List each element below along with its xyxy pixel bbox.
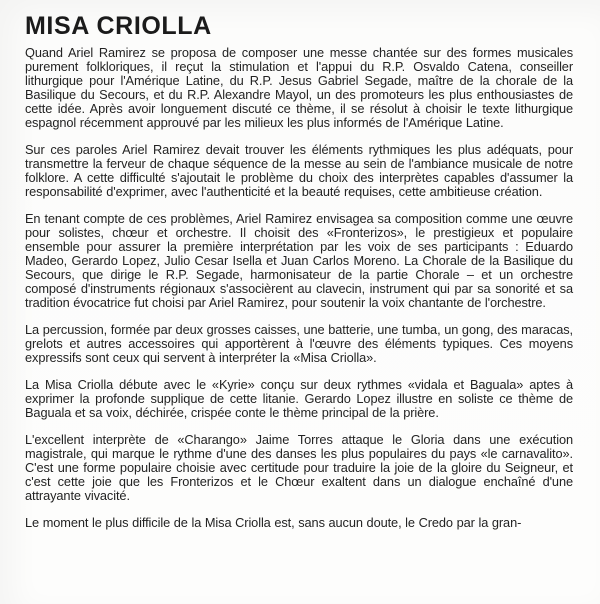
paragraph-1: Quand Ariel Ramirez se proposa de composer une messe chantée sur des formes musicales purement folkloriques, il reçut la stimulation et l'appui du R.P. Osvaldo Catena, conseiller lithurgique pour l'Amérique Latine, du R.P. Jesus Gabriel Segade, maître de la chorale de la Basilique du Secours, et du R.P. Alexandre Mayol, un des promoteurs les plus enthousiastes de cette idée. Après avoir longuement discuté ce thème, il se résolut à choisir le texte lithurgique espagnol récemment approuvé par les milieux les plus informés de l'Amérique Latine. <box>25 45 573 131</box>
paragraph-6: L'excellent interprète de «Charango» Jaime Torres attaque le Gloria dans une exécution magistrale, qui marque le rythme d'une des danses les plus populaires du pays «le carnavalito». C'est une forme populaire choisie avec certitude pour traduire la joie de la gloire du Seigneur, et c'est cette joie que les Fronterizos et le Chœur exaltent dans un dialogue enchaîné d'une attrayante vivacité. <box>25 432 573 504</box>
page-title: MISA CRIOLLA <box>25 12 212 40</box>
paragraph-3: En tenant compte de ces problèmes, Ariel Ramirez envisagea sa composition comme une œuvre pour solistes, chœur et orchestre. Il choisit des «Fronterizos», le prestigieux et populaire ensemble pour assurer la première interprétation par les voix de ses participants : Eduardo Madeo, Gerardo Lopez, Julio Cesar Isella et Juan Carlos Moreno. La Chorale de la Basilique du Secours, que dirige le R.P. Segade, harmonisateur de la partie Chorale – et un orchestre composé d'instruments régionaux s'associèrent au clavecin, instrument qui par sa sonorité et sa tradition évocatrice fut choisi par Ariel Ramirez, pour soutenir la voix chantante de l'orchestre. <box>25 211 573 311</box>
paragraph-4: La percussion, formée par deux grosses caisses, une batterie, une tumba, un gong, des maracas, grelots et autres accessoires qui apportèrent à l'œuvre des éléments typiques. Ces moyens expressifs sont ceux qui servent à interpréter la «Misa Criolla». <box>25 322 573 366</box>
paragraph-7: Le moment le plus difficile de la Misa Criolla est, sans aucun doute, le Credo par la gran- <box>25 515 522 531</box>
paragraph-5: La Misa Criolla débute avec le «Kyrie» conçu sur deux rythmes «vidala et Baguala» aptes à exprimer la profonde supplique de cette litanie. Gerardo Lopez illustre en soliste ce thème de Baguala et sa voix, déchirée, crispée conte le thème principal de la prière. <box>25 377 573 421</box>
paragraph-2: Sur ces paroles Ariel Ramirez devait trouver les éléments rythmiques les plus adéquats, pour transmettre la ferveur de chaque séquence de la messe au sein de l'ambiance musicale de notre folklore. A cette difficulté s'ajoutait le problème du choix des interprètes capables d'assumer la responsabilité d'exprimer, avec l'authenticité et la beauté requises, cette ambitieuse création. <box>25 142 573 200</box>
liner-notes-text <box>25 46 573 530</box>
